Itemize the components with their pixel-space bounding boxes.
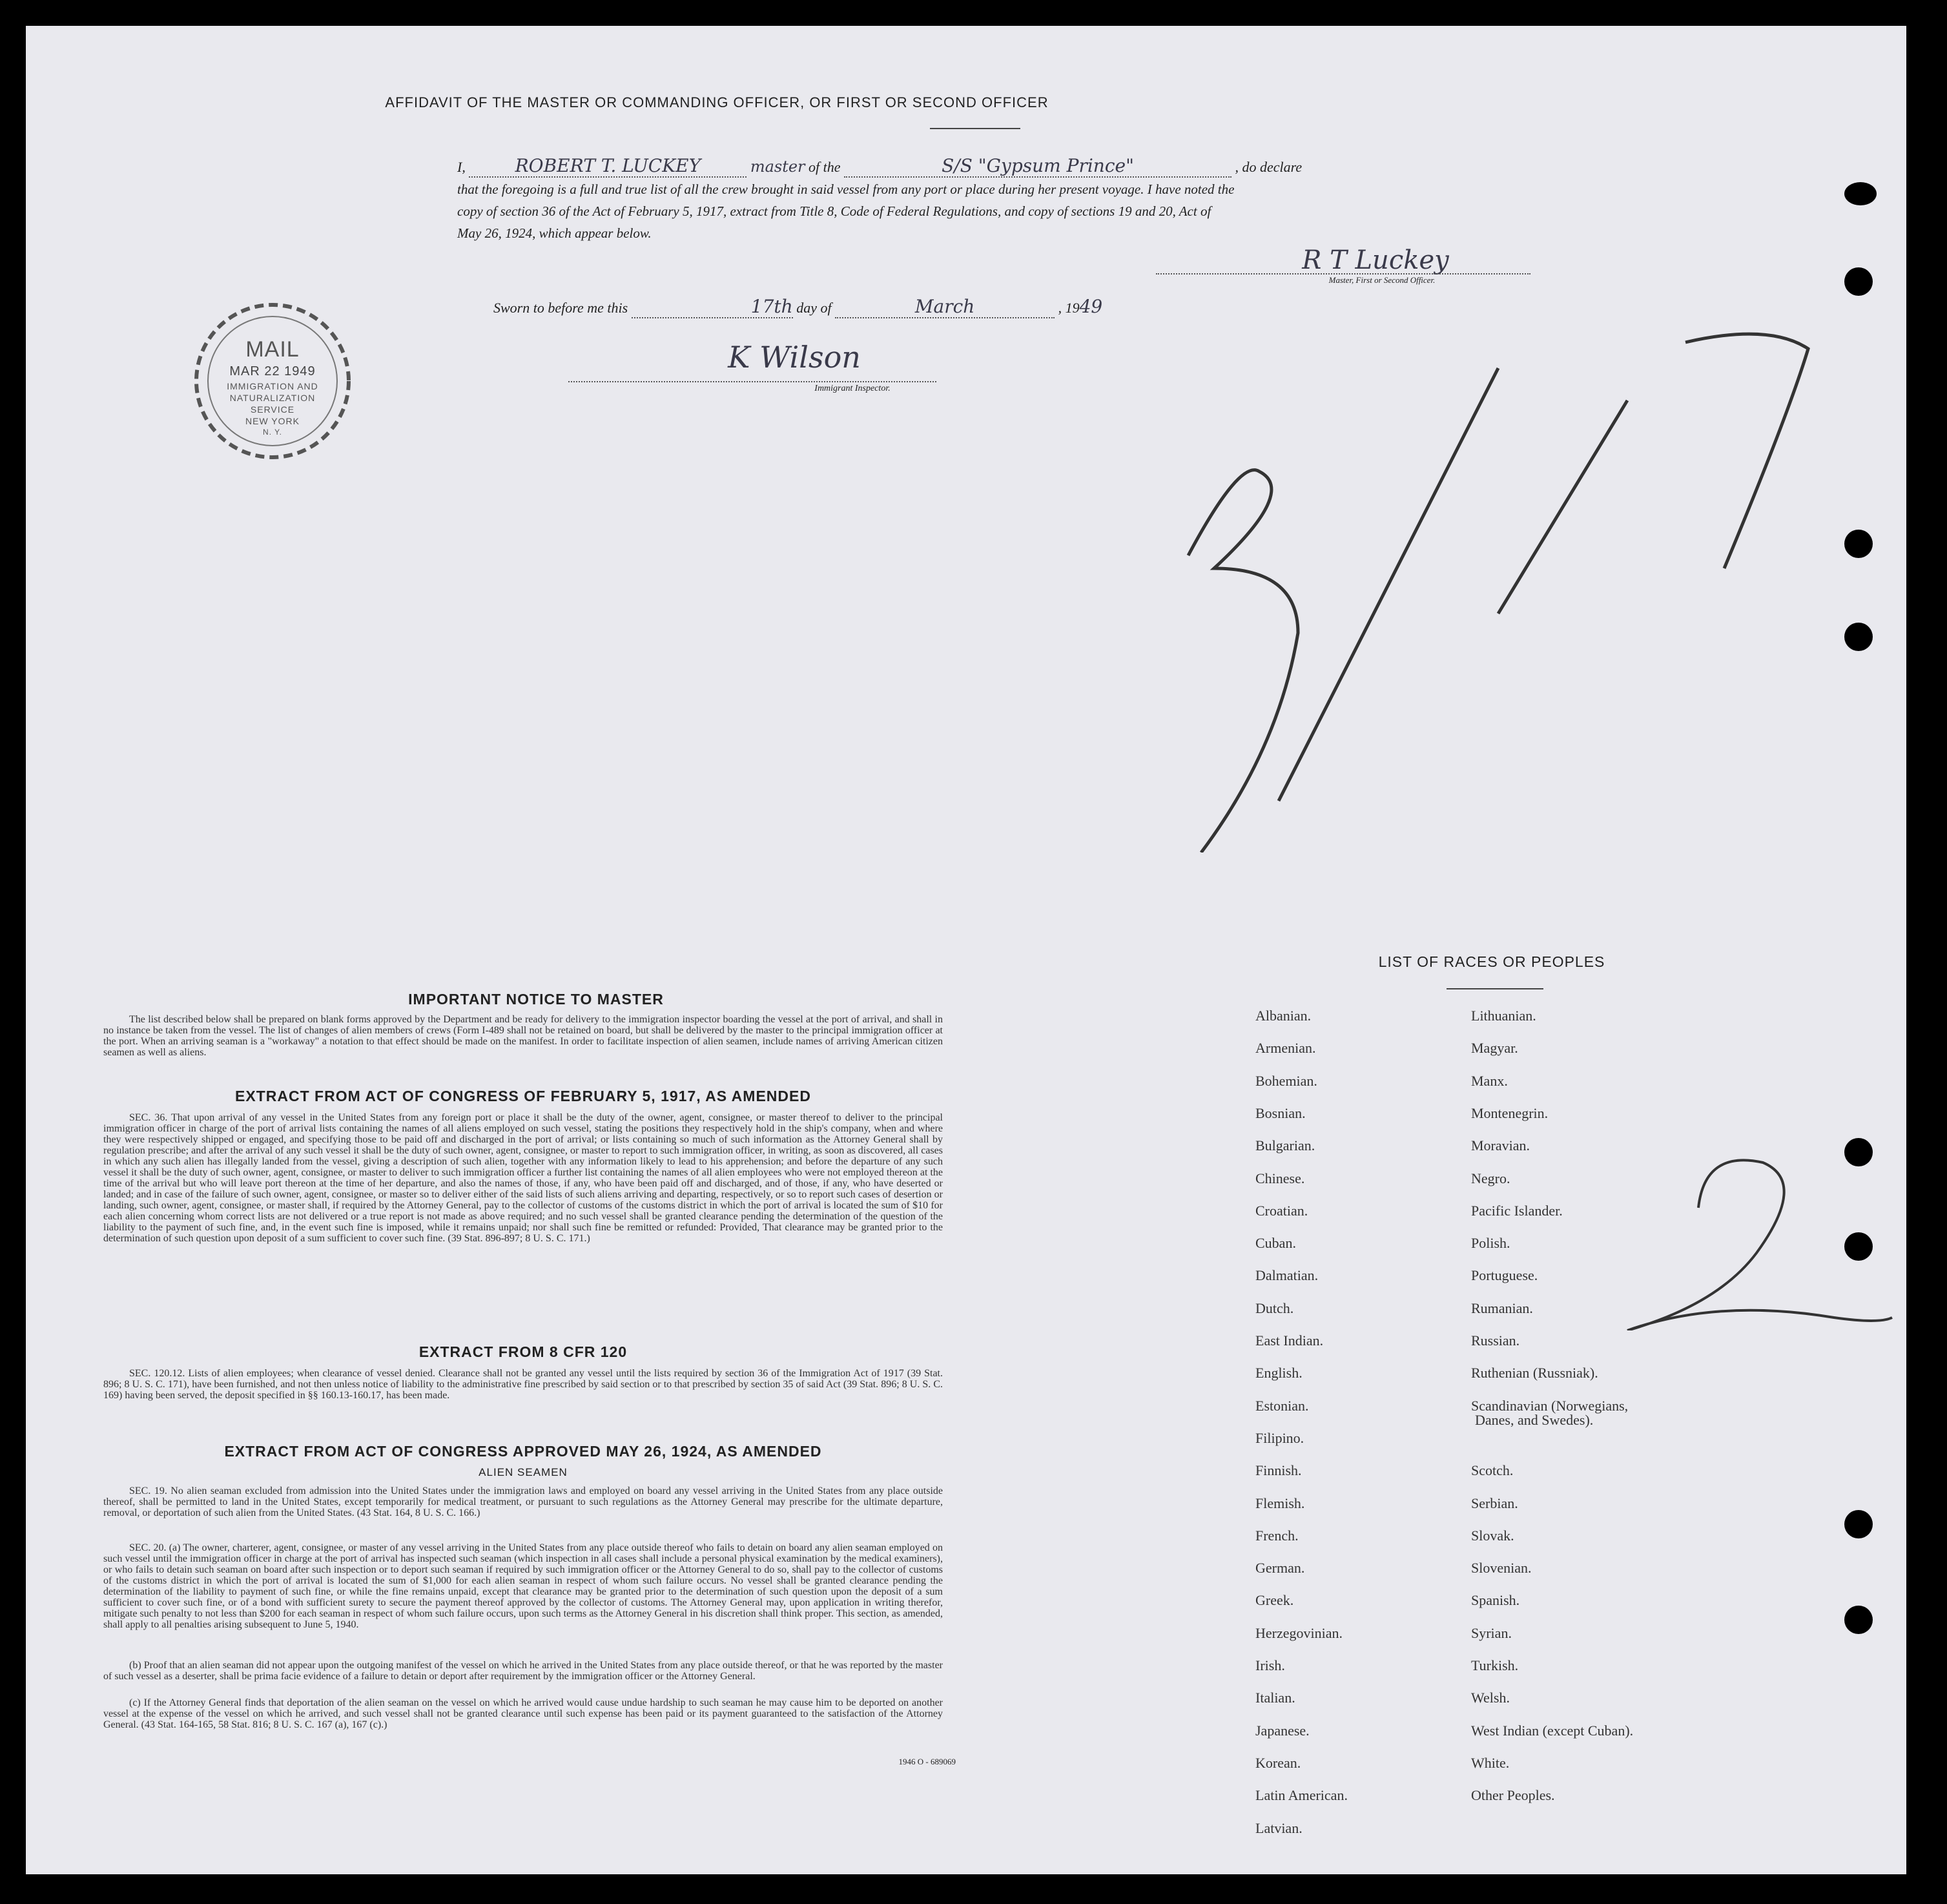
stamp-line-2: MAR 22 1949 — [229, 364, 316, 378]
race-item: Pacific Islander. — [1471, 1202, 1563, 1219]
declaration-line-3: May 26, 1924, which appear below. — [457, 225, 652, 241]
inspector-line — [568, 381, 936, 382]
i-label: I, — [457, 159, 466, 175]
race-item: Latin American. — [1255, 1787, 1348, 1804]
extract-1917-title: EXTRACT FROM ACT OF CONGRESS OF FEBRUARY 5, 1917, AS AMENDED — [235, 1088, 811, 1104]
year-prefix: , 19 — [1058, 300, 1080, 316]
race-item: Rumanian. — [1471, 1299, 1533, 1316]
print-code: 1946 O - 689069 — [898, 1757, 956, 1766]
race-item: Bosnian. — [1255, 1104, 1306, 1121]
race-item: Japanese. — [1255, 1722, 1310, 1739]
signature-line — [1156, 273, 1530, 274]
race-item: Magyar. — [1471, 1040, 1518, 1057]
stamp-line-7: N. Y. — [263, 428, 282, 437]
rank-field: master — [750, 158, 805, 176]
binder-hole — [1844, 530, 1873, 558]
race-item: Polish. — [1471, 1235, 1510, 1252]
extract-cfr-title: EXTRACT FROM 8 CFR 120 — [418, 1343, 628, 1360]
extract-1924-title: EXTRACT FROM ACT OF CONGRESS APPROVED MAY 26, 1924, AS AMENDED — [224, 1443, 822, 1460]
of-the-label: of the — [809, 159, 841, 175]
master-name-field: ROBERT T. LUCKEY — [469, 155, 747, 178]
race-item: Cuban. — [1255, 1235, 1296, 1252]
race-item: Spanish. — [1471, 1592, 1520, 1609]
race-item: Lithuanian. — [1471, 1008, 1536, 1024]
notice-title: IMPORTANT NOTICE TO MASTER — [408, 991, 664, 1008]
document-page — [26, 26, 1906, 1874]
binder-hole — [1844, 623, 1873, 651]
race-item: Croatian. — [1255, 1202, 1308, 1219]
race-item: Chinese. — [1255, 1170, 1305, 1186]
sworn-label: Sworn to before me this — [493, 300, 628, 316]
stamp-line-1: MAIL — [245, 337, 300, 362]
race-item: Dalmatian. — [1255, 1267, 1319, 1284]
race-item: East Indian. — [1255, 1332, 1324, 1349]
race-item: Other Peoples. — [1471, 1787, 1555, 1804]
race-item: Bulgarian. — [1255, 1137, 1315, 1154]
day-field: 17th — [632, 296, 793, 318]
sec20a-text: SEC. 20. (a) The owner, charterer, agent, consignee, or master of any vessel arriving in the United States from any place outside thereof who fails to detain on board any alien seaman employed on such vessel until the immigration officer in charge at the port of arrival has inspected such seaman (which inspection in all cases shall include a personal physical examination by the medical examiners), or who fails to detain such seaman on board after such inspection or to deport such seaman if required by such immigration officer or the Attorney General to do so, shall pay to the collector of customs of the customs district in which the port of arrival is located the sum of $1,000 for each alien seaman in respect of whom such failure occurs. No vessel shall be granted clearance pending the determination of the liability to payment of such fine, or while the fine remains unpaid, except that clearance may be granted prior to the determination of such question upon the deposit of a sum sufficient to cover such fine, or of a bond with sufficient surety to secure the payment thereof approved by the collector of customs. The Attorney General may, upon application in writing therefor, mitigate such penalty to not less than $200 for each seaman in respect of whom such failure occurs, upon such terms as the Attorney General in his discretion shall think proper. This section, as amended, shall apply to all penalties arising subsequent to June 5, 1940. — [103, 1542, 943, 1630]
race-item: Finnish. — [1255, 1462, 1302, 1479]
race-item: Ruthenian (Russniak). — [1471, 1365, 1598, 1381]
binder-hole — [1844, 1232, 1873, 1261]
race-item: Manx. — [1471, 1072, 1508, 1089]
race-item: Welsh. — [1471, 1690, 1510, 1706]
race-item: Filipino. — [1255, 1429, 1304, 1446]
declaration-line-1: that the foregoing is a full and true list of all the crew brought in said vessel from any port or place during her present voyage. I have noted the — [457, 181, 1235, 197]
notice-text: The list described below shall be prepared on blank forms approved by the Department and be ready for delivery to the immigration inspector boarding the vessel at the port of arrival, and shall in no instance be taken from the vessel. The list of changes of alien members of crews (Form I-489 shall not be retained on board, but shall be delivered by the master to the principal immigration officer at the port. When an arriving seaman is a "workaway" a notation to that effect should be made on the manifest. In order to facilitate inspection of alien seamen, include names of arriving American citizen seamen as well as aliens. — [103, 1014, 943, 1058]
race-item: Irish. — [1255, 1657, 1285, 1673]
extract-cfr-text: SEC. 120.12. Lists of alien employees; when clearance of vessel denied. Clearance shall not be granted any vessel until the lists required by section 36 of the Immigration Act of 1917 (39 Stat. 896; 8 U. S. C. 171), have been furnished, and not then unless notice of liability to the administrative fine prescribed by said section or to that prescribed by section 35 of said Act (39 Stat. 896; 8 U. S. C. 169) having been served, the deposit specified in §§ 160.13-160.17, has been made. — [103, 1368, 943, 1401]
race-item: Montenegrin. — [1471, 1104, 1549, 1121]
race-item: Moravian. — [1471, 1137, 1530, 1154]
binder-hole — [1844, 267, 1873, 296]
race-item: Syrian. — [1471, 1624, 1512, 1641]
declaration-line-2: copy of section 36 of the Act of February 5, 1917, extract from Title 8, Code of Federal Regulations, and copy of sections 19 and 20, Act of — [457, 203, 1211, 219]
binder-hole — [1844, 182, 1877, 205]
race-item: Italian. — [1255, 1690, 1295, 1706]
race-item: Korean. — [1255, 1754, 1301, 1771]
race-item: Bohemian. — [1255, 1072, 1317, 1089]
stamp-line-5: SERVICE — [250, 404, 295, 415]
race-item: Flemish. — [1255, 1495, 1305, 1511]
month-field: March — [835, 296, 1055, 318]
race-item: Danes, and Swedes). — [1475, 1411, 1594, 1428]
races-rule — [1447, 988, 1543, 989]
race-item: French. — [1255, 1527, 1299, 1544]
stamp-line-3: IMMIGRATION AND — [227, 381, 318, 391]
race-item: Albanian. — [1255, 1008, 1312, 1024]
race-item: White. — [1471, 1754, 1510, 1771]
affidavit-title: AFFIDAVIT OF THE MASTER OR COMMANDING OFFICER, OR FIRST OR SECOND OFFICER — [385, 94, 1049, 110]
race-item: Scotch. — [1471, 1462, 1514, 1479]
stamp-line-6: NEW YORK — [245, 416, 300, 426]
binder-hole — [1844, 1510, 1873, 1538]
race-item: English. — [1255, 1365, 1303, 1381]
race-item: Serbian. — [1471, 1495, 1518, 1511]
race-item: German. — [1255, 1560, 1305, 1577]
binder-hole — [1844, 1606, 1873, 1634]
declaration-line — [457, 155, 1529, 178]
race-item: Russian. — [1471, 1332, 1520, 1349]
inspector-caption: Immigrant Inspector. — [814, 384, 891, 393]
race-item: Greek. — [1255, 1592, 1294, 1609]
binder-hole — [1844, 1138, 1873, 1166]
race-item: Slovenian. — [1471, 1560, 1532, 1577]
extract-1924-subtitle: ALIEN SEAMEN — [479, 1466, 568, 1478]
inspector-signature: K Wilson — [728, 340, 861, 375]
do-declare-label: , do declare — [1235, 159, 1303, 175]
day-of-label: day of — [796, 300, 832, 316]
vessel-name-field: S/S "Gypsum Prince" — [844, 155, 1231, 178]
stamp-line-4: NATURALIZATION — [229, 393, 316, 403]
race-item: Armenian. — [1255, 1040, 1316, 1057]
race-item: Estonian. — [1255, 1397, 1309, 1414]
race-item: Portuguese. — [1471, 1267, 1538, 1284]
sec20b-text: (b) Proof that an alien seaman did not appear upon the outgoing manifest of the vessel on which he arrived in the United States from any place outside thereof, or that he was reported by the master of such vessel as a deserter, shall be prima facie evidence of a failure to detain or deport after requirement by the immigration officer or the Attorney General. — [103, 1660, 943, 1682]
race-item: West Indian (except Cuban). — [1471, 1722, 1634, 1739]
year-field: 49 — [1079, 296, 1103, 317]
title-rule — [930, 128, 1020, 129]
sec20c-text: (c) If the Attorney General finds that deportation of the alien seaman on the vessel on which he arrived would cause undue hardship to such seaman he may cause him to be deported on another vessel at the expense of the vessel on which he arrived, and such vessel shall not be granted clearance until such expense has been paid or its payment guaranteed to the satisfaction of the Attorney General. (43 Stat. 164-165, 58 Stat. 816; 8 U. S. C. 167 (a), 167 (c).) — [103, 1697, 943, 1730]
master-caption: Master, First or Second Officer. — [1328, 275, 1436, 285]
race-item: Scandinavian (Norwegians, — [1471, 1397, 1629, 1414]
declaration-body — [457, 178, 1529, 244]
extract-1917-text: SEC. 36. That upon arrival of any vessel in the United States from any foreign port or place it shall be the duty of the owner, agent, consignee, or master thereof to deliver to the principal immigration officer in charge of the port of arrival lists containing the names of all aliens employed on such vessel, stating the positions they respectively hold in the ship's company, when and where they were respectively shipped or engaged, and specifying those to be paid off and discharged in the port of arrival; or lists containing so much of such information as the Attorney General shall by regulation prescribe; and after the arrival of any such vessel it shall be the duty of such owner, agent, consignee, or master to report to such immigration officer, in writing, as soon as discovered, all cases in which any such alien has illegally landed from the vessel, giving a description of such alien, together with any information likely to lead to his apprehension; and before the departure of any such vessel it shall be the duty of such owner, agent, consignee, or master to deliver to such immigration officer a further list containing the names of all alien employees who were not employed thereon at the time of the arrival but who will leave port thereon at the time of her departure, and also the names of those, if any, who have been paid off and discharged, and of those, if any, who have deserted or landed; and in case of the failure of such owner, agent, consignee, or master so to deliver either of the said lists of such aliens arriving and departing, respectively, or so to report such cases of desertion or landing, such owner, agent, consignee, or master shall, if required by the Attorney General, pay to the collector of customs of the customs district in which the port of arrival is located the sum of $10 for each alien concerning whom correct lists are not delivered or a true report is not made as above required; and no such vessel shall be granted clearance pending the determination of the question of the liability to the payment of such fine, and, in the event such fine is imposed, while it remains unpaid; nor shall such fine be remitted or refunded: Provided, That clearance may be granted prior to the determination of such question upon deposit of a sum sufficient to cover such fine. (39 Stat. 896-897; 8 U. S. C. 171.) — [103, 1112, 943, 1244]
race-item: Negro. — [1471, 1170, 1510, 1186]
races-title: LIST OF RACES OR PEOPLES — [1378, 953, 1605, 970]
handwritten-3-17 — [1149, 297, 1834, 853]
race-item: Dutch. — [1255, 1299, 1294, 1316]
master-signature: R T Luckey — [1302, 245, 1449, 275]
postmark-stamp — [176, 284, 369, 478]
race-item: Slovak. — [1471, 1527, 1514, 1544]
race-item: Latvian. — [1255, 1819, 1303, 1836]
race-item: Herzegovinian. — [1255, 1624, 1343, 1641]
sec19-text: SEC. 19. No alien seaman excluded from admission into the United States under the immigration laws and employed on board any vessel arriving in the United States from any place outside thereof, shall be permitted to land in the United States, except temporarily for medical treatment, or pursuant to such regulations as the Attorney General may prescribe for the ultimate departure, removal, or deportation of such alien from the United States. (43 Stat. 164, 8 U. S. C. 166.) — [103, 1485, 943, 1518]
race-item: Turkish. — [1471, 1657, 1519, 1673]
